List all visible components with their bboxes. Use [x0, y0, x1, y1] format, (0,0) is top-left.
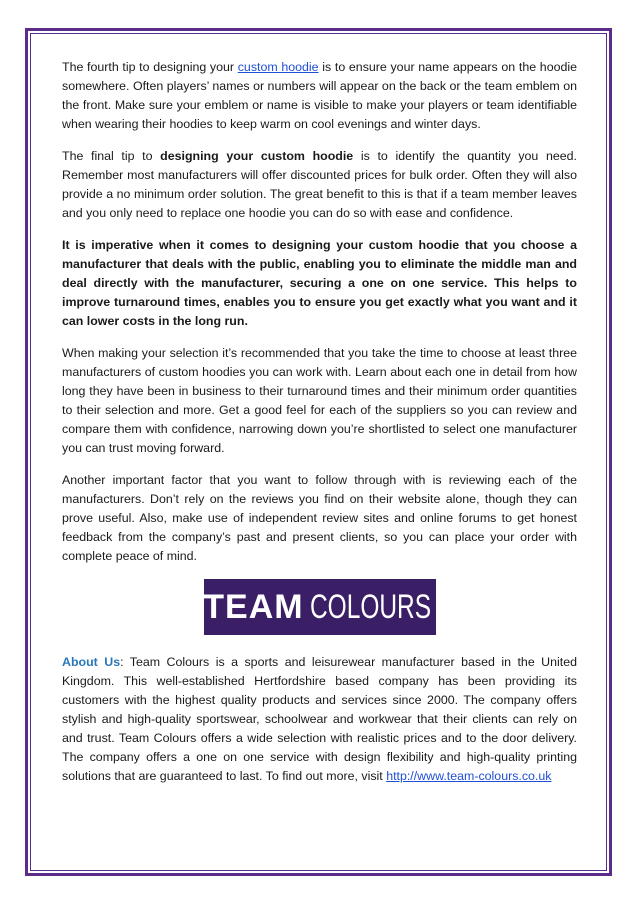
bold-keyword: designing your custom hoodie	[160, 149, 354, 163]
paragraph-reviews: Another important factor that you want to follow through with is reviewing each of the manufacturers. Don’t rely on the reviews you find on their website alone, though they can prove useful. Also, make use of independent review sites and online forums to get honest feedback from the company’s past and present clients, so you can place your order with complete peace of mind.	[62, 473, 577, 563]
logo-team-text: TEAM	[203, 587, 304, 626]
about-us-label: About Us	[62, 655, 121, 669]
paragraph-about-us: About Us: Team Colours is a sports and leisurewear manufacturer based in the United Kingdom. This well-established Hertfordshire based company has been providing its customers with the highest quality products and services since 2000. The company offers stylish and high-quality sportswear, schoolwear and workwear that their clients can rely on and trust. Team Colours offers a wide selection with realistic prices and to the door delivery. The company offers a one on one service with design flexibility and high-quality printing solutions that are guaranteed to last. To find out more, visit http://www.team-colours.co.uk	[62, 655, 577, 783]
document-body	[62, 58, 577, 799]
paragraph-selection: When making your selection it’s recommended that you take the time to choose at least three manufacturers of custom hoodies you can work with. Learn about each one in detail from how long they have been in business to their turnaround times and their minimum order quantities to their selection and more. Get a good feel for each of the suppliers so you can review and compare them with confidence, narrowing down you’re shortlisted to select one manufacturer you can trust moving forward.	[62, 346, 577, 455]
team-colours-logo	[204, 579, 436, 635]
logo-container	[62, 579, 577, 635]
team-colours-website-link[interactable]: http://www.team-colours.co.uk	[386, 769, 552, 783]
paragraph-final-tip: The final tip to designing your custom hoodie is to identify the quantity you need. Remember most manufacturers will offer discounted prices for bulk order. Often they will also provide a no minimum order solution. The great benefit to this is that if a team member leaves and you only need to replace one hoodie you can do so with ease and confidence.	[62, 149, 577, 220]
logo-colours-text: COLOURS	[309, 587, 431, 626]
custom-hoodie-link[interactable]: custom hoodie	[237, 60, 319, 74]
paragraph-fourth-tip: The fourth tip to designing your custom hoodie is to ensure your name appears on the hoodie somewhere. Often players’ names or numbers will appear on the back or the team emblem on the front. Make sure your emblem or name is visible to make your players or team identifiable when wearing their hoodies to keep warm on cool evenings and winter days.	[62, 60, 578, 131]
paragraph-imperative: It is imperative when it comes to designing your custom hoodie that you choose a manufacturer that deals with the public, enabling you to eliminate the middle man and deal directly with the manufacturer, securing a one on one service. This helps to improve turnaround times, enables you to ensure you get exactly what you want and it can lower costs in the long run.	[62, 238, 577, 328]
